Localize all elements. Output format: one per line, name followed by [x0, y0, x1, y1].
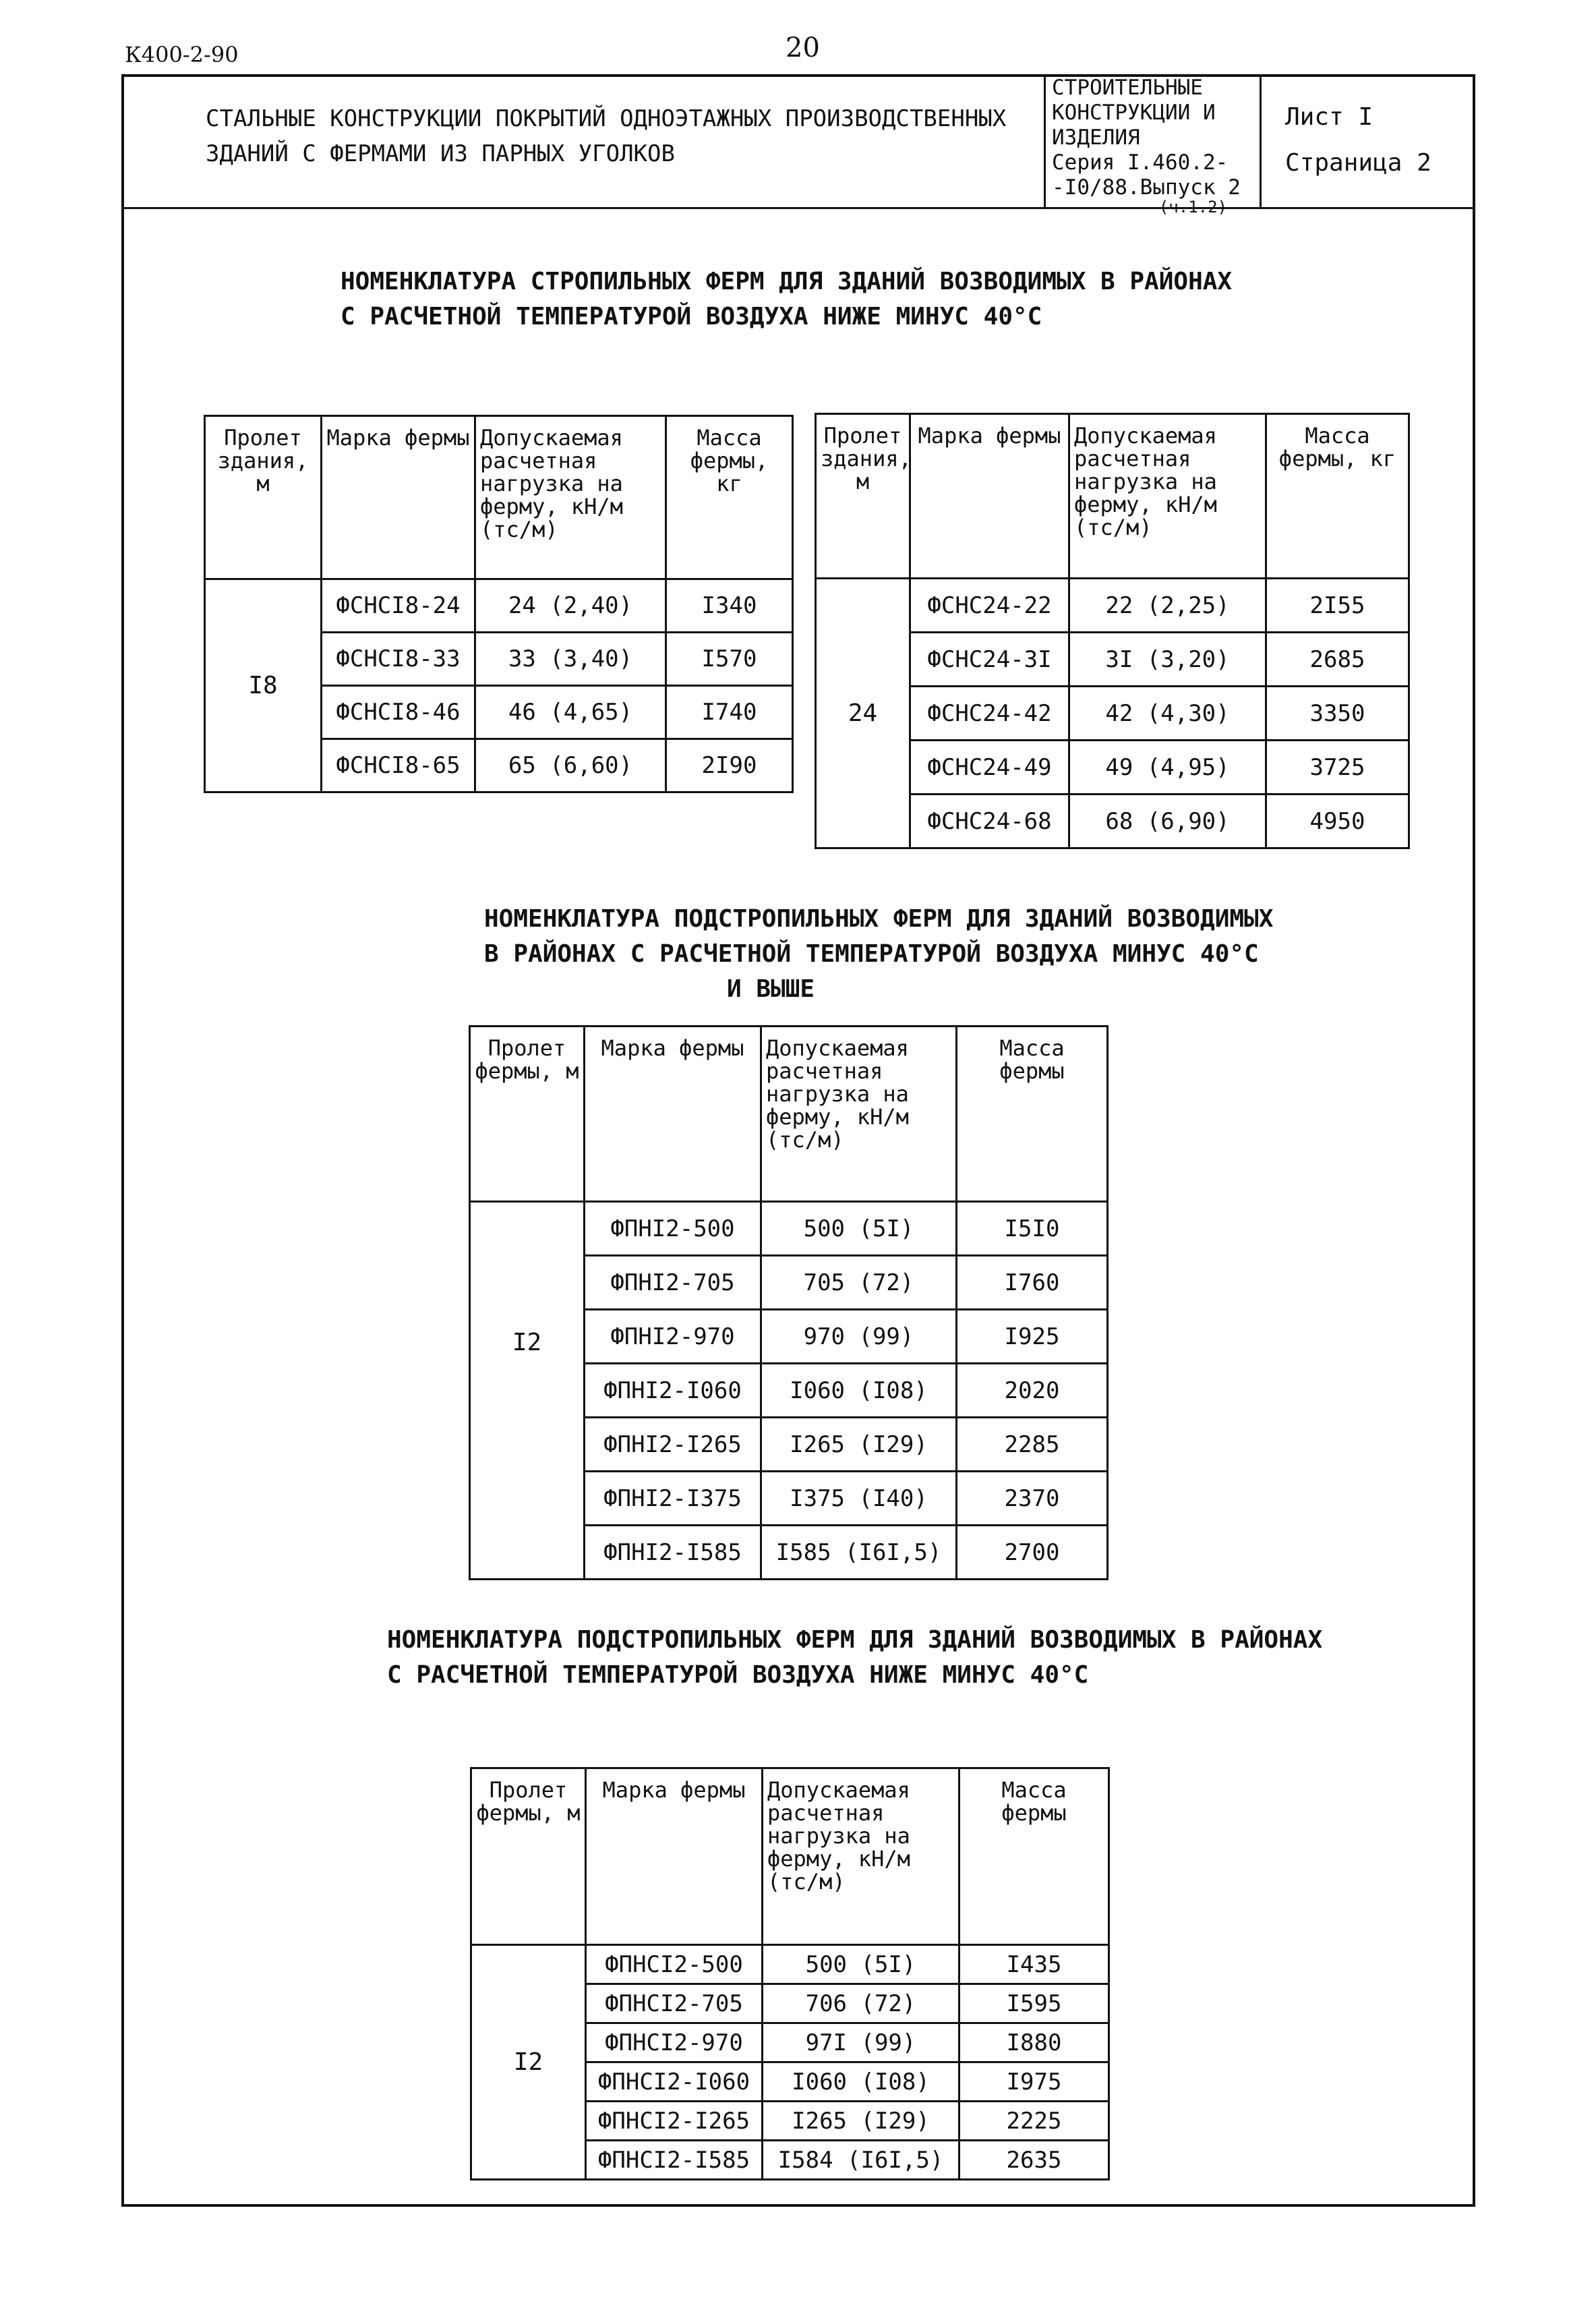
- mass-cell: 2370: [957, 1472, 1108, 1526]
- section-1-heading: [341, 264, 1419, 335]
- table-row: [205, 579, 793, 633]
- table-subrafter-trusses-12-cold: [470, 1767, 1110, 2180]
- mark-cell: ФПНI2-I375: [585, 1472, 761, 1526]
- load-cell: I375 (I40): [761, 1472, 957, 1526]
- document-title: [206, 101, 1028, 171]
- table-row: [816, 579, 1409, 633]
- load-cell: 970 (99): [761, 1310, 957, 1364]
- load-cell: 42 (4,30): [1069, 687, 1266, 741]
- load-cell: I265 (I29): [761, 1418, 957, 1472]
- mark-cell: ФСНСI8-33: [322, 633, 475, 686]
- header-span: Пролет фермы, м: [471, 1768, 586, 1945]
- mark-cell: ФСНС24-49: [910, 741, 1069, 794]
- mass-cell: 2700: [957, 1526, 1108, 1580]
- header-load: Допускаемая расчетная нагрузка на ферму, кН/м (тс/м): [475, 416, 666, 579]
- mass-cell: I925: [957, 1310, 1108, 1364]
- series-line-4: Серия I.460.2-: [1052, 150, 1229, 175]
- series-info: [1052, 76, 1254, 214]
- load-cell: I060 (I08): [761, 1364, 957, 1418]
- load-cell: 33 (3,40): [475, 633, 666, 686]
- load-cell: 24 (2,40): [475, 579, 666, 633]
- load-cell: I585 (I6I,5): [761, 1526, 957, 1580]
- table-header-row: [470, 1027, 1108, 1202]
- mark-cell: ФСНСI8-24: [322, 579, 475, 633]
- mass-cell: 3350: [1266, 687, 1409, 741]
- span-value: I2: [471, 1945, 586, 2180]
- mass-cell: I880: [959, 2023, 1109, 2062]
- section-3-heading-line-2: С РАСЧЕТНОЙ ТЕМПЕРАТУРОЙ ВОЗДУХА НИЖЕ МИНУС 40°С: [387, 1661, 1089, 1689]
- header-mark: Марка фермы: [586, 1768, 763, 1945]
- mark-cell: ФПНСI2-705: [586, 1984, 763, 2023]
- mass-cell: 2635: [959, 2141, 1109, 2180]
- section-3-heading-line-1: НОМЕНКЛАТУРА ПОДСТРОПИЛЬНЫХ ФЕРМ ДЛЯ ЗДАНИЙ ВОЗВОДИМЫХ В РАЙОНАХ: [387, 1626, 1323, 1654]
- mark-cell: ФСНС24-22: [910, 579, 1069, 633]
- header-load: Допускаемая расчетная нагрузка на ферму, кН/м (тс/м): [761, 1027, 957, 1202]
- page-label: Страница 2: [1285, 149, 1431, 177]
- mark-cell: ФПНСI2-I265: [586, 2102, 763, 2141]
- load-cell: 500 (5I): [763, 1945, 959, 1984]
- mass-cell: 2I90: [666, 739, 793, 792]
- mark-cell: ФСНС24-42: [910, 687, 1069, 741]
- mass-cell: I435: [959, 1945, 1109, 1984]
- mark-cell: ФПНСI2-500: [586, 1945, 763, 1984]
- header-mass: Масса фермы, кг: [666, 416, 793, 579]
- mark-cell: ФСНСI8-46: [322, 686, 475, 739]
- mark-cell: ФПНI2-970: [585, 1310, 761, 1364]
- mark-cell: ФПНСI2-970: [586, 2023, 763, 2062]
- header-mass: Масса фермы, кг: [1266, 414, 1409, 579]
- document-title-line-1: СТАЛЬНЫЕ КОНСТРУКЦИИ ПОКРЫТИЙ ОДНОЭТАЖНЫХ ПРОИЗВОДСТВЕННЫХ: [206, 105, 1007, 132]
- series-line-3: ИЗДЕЛИЯ: [1052, 125, 1140, 150]
- load-cell: 22 (2,25): [1069, 579, 1266, 633]
- table-header-row: [205, 416, 793, 579]
- table-row: [470, 1202, 1108, 1256]
- load-cell: I265 (I29): [763, 2102, 959, 2141]
- section-1-heading-line-2: С РАСЧЕТНОЙ ТЕМПЕРАТУРОЙ ВОЗДУХА НИЖЕ МИНУС 40°С: [341, 303, 1042, 330]
- mark-cell: ФПНI2-705: [585, 1256, 761, 1310]
- mass-cell: 2225: [959, 2102, 1109, 2141]
- header-load: Допускаемая расчетная нагрузка на ферму, кН/м (тс/м): [763, 1768, 959, 1945]
- mass-cell: 2020: [957, 1364, 1108, 1418]
- series-line-2: КОНСТРУКЦИИ И: [1052, 100, 1216, 125]
- header-mark: Марка фермы: [322, 416, 475, 579]
- sheet-info: [1285, 94, 1467, 186]
- series-line-6: (ч.1.2): [1158, 198, 1227, 216]
- mark-cell: ФПНI2-I060: [585, 1364, 761, 1418]
- load-cell: 68 (6,90): [1069, 794, 1266, 848]
- mass-cell: 2I55: [1266, 579, 1409, 633]
- header-mark: Марка фермы: [910, 414, 1069, 579]
- section-2-heading-line-1: НОМЕНКЛАТУРА ПОДСТРОПИЛЬНЫХ ФЕРМ ДЛЯ ЗДАНИЙ ВОЗВОДИМЫХ: [484, 905, 1274, 933]
- mark-cell: ФПНСI2-I060: [586, 2062, 763, 2102]
- mass-cell: 3725: [1266, 741, 1409, 794]
- document-title-line-2: ЗДАНИЙ С ФЕРМАМИ ИЗ ПАРНЫХ УГОЛКОВ: [206, 140, 675, 167]
- load-cell: 65 (6,60): [475, 739, 666, 792]
- mass-cell: 2685: [1266, 633, 1409, 687]
- span-value: I2: [470, 1202, 585, 1580]
- title-block-separator-1: [1044, 74, 1046, 207]
- mass-cell: I740: [666, 686, 793, 739]
- mark-cell: ФПНI2-I585: [585, 1526, 761, 1580]
- document-code: К400-2-90: [125, 42, 239, 67]
- mark-cell: ФПНI2-500: [585, 1202, 761, 1256]
- mass-cell: I340: [666, 579, 793, 633]
- mass-cell: I570: [666, 633, 793, 686]
- header-mark: Марка фермы: [585, 1027, 761, 1202]
- title-block-separator-2: [1260, 74, 1262, 207]
- mark-cell: ФСНСI8-65: [322, 739, 475, 792]
- header-load: Допускаемая расчетная нагрузка на ферму, кН/м (тс/м): [1069, 414, 1266, 579]
- load-cell: 49 (4,95): [1069, 741, 1266, 794]
- header-span: Пролет фермы, м: [470, 1027, 585, 1202]
- section-3-heading: [387, 1623, 1466, 1693]
- header-span: Пролет здания, м: [205, 416, 322, 579]
- mass-cell: I760: [957, 1256, 1108, 1310]
- table-row: [471, 1945, 1109, 1984]
- header-mass: Масса фермы: [957, 1027, 1108, 1202]
- load-cell: 705 (72): [761, 1256, 957, 1310]
- table-header-row: [471, 1768, 1109, 1945]
- table-rafter-trusses-18: [204, 415, 794, 793]
- table-subrafter-trusses-12: [469, 1025, 1109, 1580]
- load-cell: 706 (72): [763, 1984, 959, 2023]
- mass-cell: I595: [959, 1984, 1109, 2023]
- mass-cell: I975: [959, 2062, 1109, 2102]
- load-cell: I584 (I6I,5): [763, 2141, 959, 2180]
- load-cell: I060 (I08): [763, 2062, 959, 2102]
- mark-cell: ФСНС24-3I: [910, 633, 1069, 687]
- series-line-1: СТРОИТЕЛЬНЫЕ: [1052, 76, 1203, 100]
- section-2-heading-line-3: И ВЫШЕ: [727, 975, 815, 1003]
- sheet-label: Лист I: [1285, 103, 1373, 131]
- load-cell: 46 (4,65): [475, 686, 666, 739]
- table-rafter-trusses-24: [815, 413, 1410, 849]
- section-2-heading-line-2: В РАЙОНАХ С РАСЧЕТНОЙ ТЕМПЕРАТУРОЙ ВОЗДУХА МИНУС 40°С: [484, 940, 1259, 968]
- span-value: 24: [816, 579, 910, 848]
- load-cell: 3I (3,20): [1069, 633, 1266, 687]
- mark-cell: ФПНI2-I265: [585, 1418, 761, 1472]
- mass-cell: 4950: [1266, 794, 1409, 848]
- load-cell: 500 (5I): [761, 1202, 957, 1256]
- mark-cell: ФПНСI2-I585: [586, 2141, 763, 2180]
- span-value: I8: [205, 579, 322, 792]
- section-2-heading: [484, 902, 1428, 1007]
- series-line-5: -I0/88.Выпуск 2: [1052, 175, 1241, 200]
- mark-cell: ФСНС24-68: [910, 794, 1069, 848]
- load-cell: 97I (99): [763, 2023, 959, 2062]
- table-header-row: [816, 414, 1409, 579]
- mass-cell: 2285: [957, 1418, 1108, 1472]
- mass-cell: I5I0: [957, 1202, 1108, 1256]
- section-1-heading-line-1: НОМЕНКЛАТУРА СТРОПИЛЬНЫХ ФЕРМ ДЛЯ ЗДАНИЙ ВОЗВОДИМЫХ В РАЙОНАХ: [341, 268, 1233, 295]
- title-block-divider: [121, 207, 1475, 209]
- header-span: Пролет здания, м: [816, 414, 910, 579]
- page-number: 20: [786, 32, 820, 63]
- header-mass: Масса фермы: [959, 1768, 1109, 1945]
